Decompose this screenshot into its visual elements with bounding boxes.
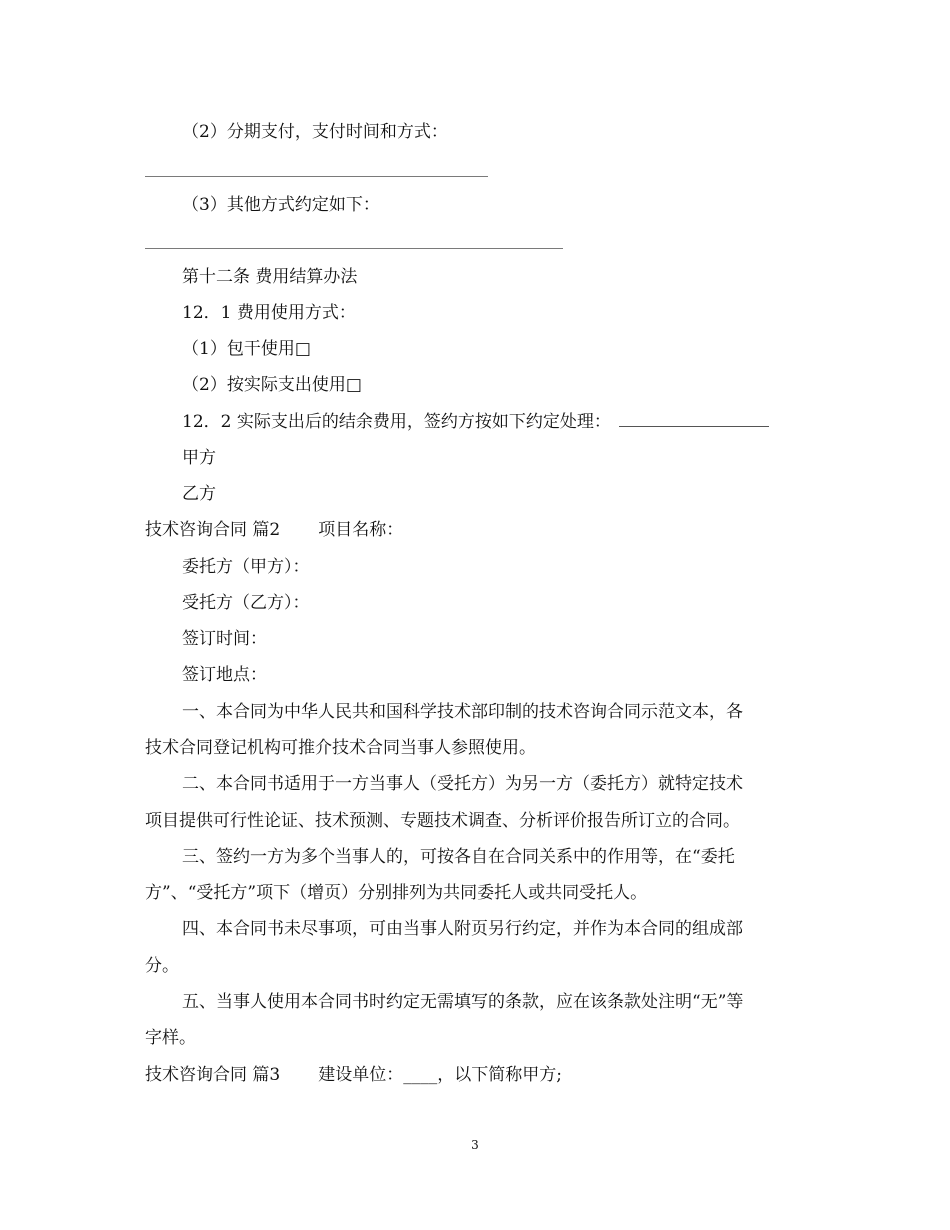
client-label: 委托方（甲方）： bbox=[182, 557, 310, 577]
note-4-line-1: 四、本合同书未尽事项，可由当事人附页另行约定，并作为本合同的组成部 bbox=[182, 919, 743, 939]
article-12-heading: 第十二条 费用结算办法 bbox=[182, 267, 358, 287]
contract-3-title-row bbox=[145, 1063, 562, 1087]
builder-label: 建设单位：____，以下简称甲方; bbox=[318, 1065, 562, 1085]
note-2-line-2: 项目提供可行性论证、技术预测、专题技术调查、分析评价报告所订立的合同。 bbox=[145, 811, 740, 831]
sign-time-label: 签订时间： bbox=[182, 629, 267, 649]
contract-2-title: 技术咨询合同 篇2 bbox=[145, 520, 281, 540]
note-1-line-2: 技术合同登记机构可推介技术合同当事人参照使用。 bbox=[145, 738, 536, 758]
note-5-line-1: 五、当事人使用本合同书时约定无需填写的条款，应在该条款处注明“无”等 bbox=[182, 992, 744, 1012]
option-lump-sum: （1）包干使用□ bbox=[182, 339, 311, 359]
note-5-line-2: 字样。 bbox=[145, 1028, 196, 1048]
fill-in-line bbox=[145, 248, 563, 249]
note-3-line-1: 三、签约一方为多个当事人的，可按各自在合同关系中的作用等，在“委托 bbox=[182, 847, 735, 867]
fill-in-line bbox=[145, 176, 488, 177]
page-number: 3 bbox=[471, 1138, 479, 1152]
contractor-label: 受托方（乙方）： bbox=[182, 593, 310, 613]
clause-12-2-text: 12．2 实际支出后的结余费用，签约方按如下约定处理： bbox=[182, 412, 611, 432]
party-a-label: 甲方 bbox=[182, 448, 216, 468]
sign-place-label: 签订地点： bbox=[182, 665, 267, 685]
note-2-line-1: 二、本合同书适用于一方当事人（受托方）为另一方（委托方）就特定技术 bbox=[182, 774, 743, 794]
option-actual-expense: （2）按实际支出使用□ bbox=[182, 375, 362, 395]
clause-12-1: 12．1 费用使用方式： bbox=[182, 303, 356, 323]
installment-payment-item: （2）分期支付，支付时间和方式： bbox=[182, 122, 448, 142]
party-b-label: 乙方 bbox=[182, 484, 216, 504]
note-1-line-1: 一、本合同为中华人民共和国科学技术部印制的技术咨询合同示范文本，各 bbox=[182, 702, 743, 722]
project-name-label: 项目名称： bbox=[318, 520, 404, 540]
fill-in-line bbox=[619, 425, 769, 427]
contract-3-title: 技术咨询合同 篇3 bbox=[145, 1065, 281, 1085]
contract-2-title-row bbox=[145, 518, 403, 542]
note-3-line-2: 方”、“受托方”项下（增页）分别排列为共同委托人或共同受托人。 bbox=[145, 883, 648, 903]
clause-12-2 bbox=[182, 410, 769, 434]
note-4-line-2: 分。 bbox=[145, 956, 179, 976]
other-payment-item: （3）其他方式约定如下： bbox=[182, 195, 380, 215]
